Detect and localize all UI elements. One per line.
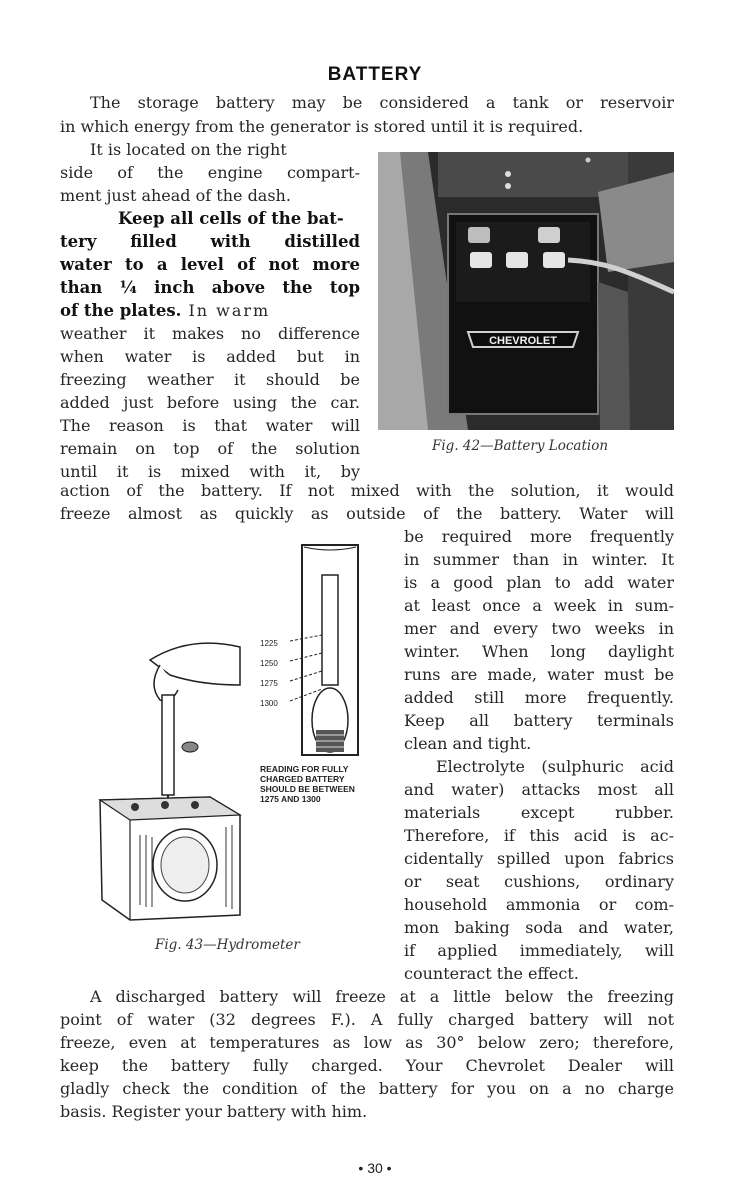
para-left2-line-7: until it is mixed with it, by: [60, 462, 360, 481]
right-line-16: or seat cushions, ordinary: [404, 872, 674, 891]
right-line-4: at least once a week in sum-: [404, 596, 674, 615]
final-line-5: gladly check the condition of the battery for you on a no charge: [60, 1079, 674, 1098]
right-line-2: in summer than in winter. It: [404, 550, 674, 569]
right-line-14: Therefore, if this acid is ac-: [404, 826, 674, 845]
right-line-12: and water) attacks most all: [404, 780, 674, 799]
right-line-19: if applied immediately, will: [404, 941, 674, 960]
right-line-10: clean and tight.: [404, 734, 532, 753]
page-number: • 30 •: [358, 1160, 392, 1176]
right-line-18: mon baking soda and water,: [404, 918, 674, 937]
bold-line-5: of the plates.: [60, 301, 182, 320]
para-left2-line-1: weather it makes no difference: [60, 324, 360, 343]
bold-line-2: tery filled with distilled: [60, 232, 360, 251]
note-line-3: SHOULD BE BETWEEN: [260, 784, 355, 794]
para-left2-line-6: remain on top of the solution: [60, 439, 360, 458]
scale-1250: 1250: [260, 659, 278, 668]
para-left2-line-4: added just before using the car.: [60, 393, 360, 412]
right-line-8: added still more frequently.: [404, 688, 674, 707]
full-line-1: action of the battery. If not mixed with the solution, it would: [60, 481, 674, 500]
right-line-5: mer and every two weeks in: [404, 619, 674, 638]
right-line-7: runs are made, water must be: [404, 665, 674, 684]
final-line-6: basis. Register your battery with him.: [60, 1102, 368, 1121]
fig42-caption: Fig. 42—Battery Location: [432, 438, 609, 454]
final-line-1: A discharged battery will freeze at a little below the freezing: [90, 987, 674, 1006]
para-left2-line-5: The reason is that water will: [60, 416, 360, 435]
bold-tail: In warm: [181, 301, 271, 320]
hydrometer-note: [260, 764, 355, 804]
para-left-line-1: It is located on the right: [90, 140, 287, 159]
final-line-3: freeze, even at temperatures as low as 30° below zero; therefore,: [60, 1033, 674, 1052]
right-line-15: cidentally spilled upon fabrics: [404, 849, 674, 868]
para-left2-line-3: freezing weather it should be: [60, 370, 360, 389]
right-line-13: materials except rubber.: [404, 803, 674, 822]
battery-location-photo: [378, 152, 674, 430]
scale-1300: 1300: [260, 699, 278, 708]
right-line-9: Keep all battery terminals: [404, 711, 674, 730]
scale-1225: 1225: [260, 639, 278, 648]
note-line-4: 1275 AND 1300: [260, 794, 321, 804]
final-line-2: point of water (32 degrees F.). A fully charged battery will not: [60, 1010, 674, 1029]
photo-brand-text: CHEVROLET: [489, 335, 557, 347]
page-title: BATTERY: [327, 64, 423, 85]
scale-1275: 1275: [260, 679, 278, 688]
para-left-line-3: ment just ahead of the dash.: [60, 186, 291, 205]
right-line-6: winter. When long daylight: [404, 642, 674, 661]
full-line-2: freeze almost as quickly as outside of the battery. Water will: [60, 504, 674, 523]
right-line-20: counteract the effect.: [404, 964, 579, 983]
right-line-11: Electrolyte (sulphuric acid: [436, 757, 674, 776]
note-line-1: READING FOR FULLY: [260, 764, 349, 774]
final-line-4: keep the battery fully charged. Your Chevrolet Dealer will: [60, 1056, 674, 1075]
right-line-17: household ammonia or com-: [404, 895, 674, 914]
right-line-3: is a good plan to add water: [404, 573, 674, 592]
bold-line-1: Keep all cells of the bat-: [118, 209, 344, 228]
fig43-caption: Fig. 43—Hydrometer: [155, 937, 300, 953]
para-left2-line-2: when water is added but in: [60, 347, 360, 366]
bold-line-4: than ¼ inch above the top: [60, 278, 360, 297]
bold-line-3: water to a level of not more: [60, 255, 360, 274]
bold-line-5-wrap: [60, 301, 360, 320]
right-line-1: be required more frequently: [404, 527, 674, 546]
intro-line-1: The storage battery may be considered a tank or reservoir: [90, 93, 674, 112]
hydrometer-illustration: [90, 535, 390, 930]
note-line-2: CHARGED BATTERY: [260, 774, 345, 784]
para-left-line-2: side of the engine compart-: [60, 163, 360, 182]
intro-line-2: in which energy from the generator is stored until it is required.: [60, 117, 584, 136]
